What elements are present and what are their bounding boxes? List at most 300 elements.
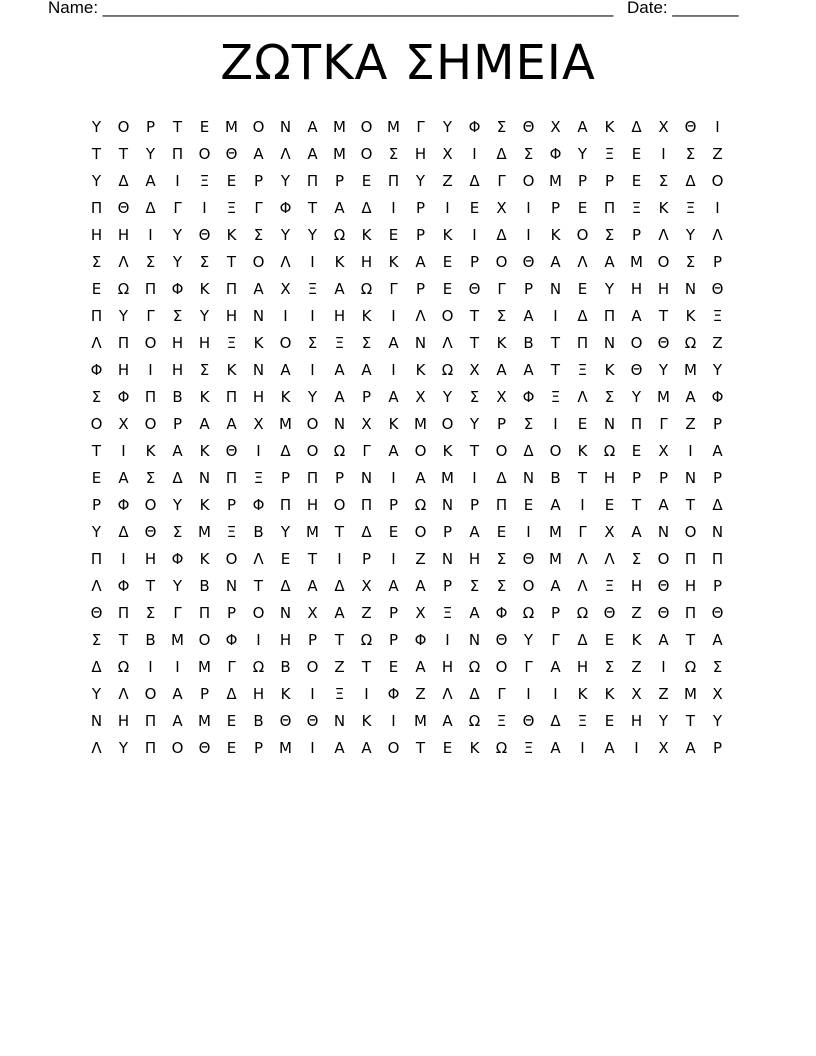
grid-letter[interactable]: Χ [550,117,561,136]
grid-letter[interactable]: Π [198,603,211,622]
grid-letter[interactable]: Ω [360,630,373,649]
grid-letter[interactable]: Κ [604,684,615,703]
grid-letter[interactable]: Ι [175,657,180,676]
grid-letter[interactable]: Ι [445,198,450,217]
grid-letter[interactable]: Ω [468,711,481,730]
grid-letter[interactable]: Τ [550,360,561,379]
grid-letter[interactable]: Η [468,549,481,568]
grid-letter[interactable]: Ι [445,630,450,649]
grid-letter[interactable]: Α [361,360,372,379]
grid-letter[interactable]: Ζ [361,603,372,622]
grid-letter[interactable]: Ι [148,657,153,676]
grid-letter[interactable]: Θ [657,603,670,622]
grid-letter[interactable]: Α [631,306,642,325]
grid-letter[interactable]: Υ [469,414,480,433]
grid-letter[interactable]: Π [360,495,373,514]
grid-letter[interactable]: Υ [442,117,453,136]
grid-letter[interactable]: Ι [553,684,558,703]
grid-letter[interactable]: Χ [658,738,669,757]
grid-letter[interactable]: Ω [333,225,346,244]
grid-letter[interactable]: Ι [580,738,585,757]
grid-letter[interactable]: Ρ [253,738,264,757]
grid-letter[interactable]: Ξ [334,684,345,703]
grid-letter[interactable]: Α [388,333,399,352]
grid-letter[interactable]: Π [306,171,319,190]
grid-letter[interactable]: Σ [145,603,156,622]
grid-letter[interactable]: Ο [657,252,670,271]
grid-letter[interactable]: Σ [469,576,480,595]
grid-letter[interactable]: Β [253,522,264,541]
grid-letter[interactable]: Π [576,333,589,352]
grid-letter[interactable]: Ο [360,144,373,163]
grid-letter[interactable]: Α [658,495,669,514]
grid-letter[interactable]: Β [550,468,561,487]
grid-letter[interactable]: Μ [549,171,562,190]
grid-letter[interactable]: Ρ [496,414,507,433]
grid-letter[interactable]: Υ [172,495,183,514]
grid-letter[interactable]: Η [630,279,643,298]
grid-letter[interactable]: Δ [496,144,507,163]
grid-letter[interactable]: Δ [226,684,237,703]
grid-letter[interactable]: Δ [145,198,156,217]
grid-letter[interactable]: Ο [225,549,238,568]
grid-letter[interactable]: Ι [121,441,126,460]
grid-letter[interactable]: Υ [631,387,642,406]
grid-letter[interactable]: Α [415,468,426,487]
grid-letter[interactable]: Υ [307,387,318,406]
grid-letter[interactable]: Υ [91,171,102,190]
grid-letter[interactable]: Ι [715,198,720,217]
grid-letter[interactable]: Θ [117,198,130,217]
grid-letter[interactable]: Τ [685,711,696,730]
grid-letter[interactable]: Κ [199,495,210,514]
grid-letter[interactable]: Μ [225,117,238,136]
grid-letter[interactable]: Τ [307,198,318,217]
grid-letter[interactable]: Γ [389,279,398,298]
grid-letter[interactable]: Ι [364,684,369,703]
grid-letter[interactable]: Ο [387,738,400,757]
grid-letter[interactable]: Γ [173,603,182,622]
grid-letter[interactable]: Ξ [577,360,588,379]
grid-letter[interactable]: Θ [279,711,292,730]
grid-letter[interactable]: Ξ [550,387,561,406]
grid-letter[interactable]: Δ [496,468,507,487]
grid-letter[interactable]: Υ [172,225,183,244]
grid-letter[interactable]: Ι [391,549,396,568]
grid-letter[interactable]: Κ [361,306,372,325]
grid-letter[interactable]: Ο [522,171,535,190]
grid-letter[interactable]: Ν [711,522,724,541]
grid-letter[interactable]: Τ [334,522,345,541]
grid-letter[interactable]: Ι [391,198,396,217]
grid-letter[interactable]: Λ [604,549,615,568]
grid-letter[interactable]: Η [630,576,643,595]
grid-letter[interactable]: Θ [657,576,670,595]
grid-letter[interactable]: Ρ [550,198,561,217]
grid-letter[interactable]: Ν [333,711,346,730]
grid-letter[interactable]: Μ [198,657,211,676]
grid-letter[interactable]: Β [145,630,156,649]
grid-letter[interactable]: Χ [469,360,480,379]
grid-letter[interactable]: Ω [495,738,508,757]
grid-letter[interactable]: Ο [198,630,211,649]
grid-letter[interactable]: Ε [523,495,534,514]
grid-letter[interactable]: Α [712,630,723,649]
grid-letter[interactable]: Ε [442,738,453,757]
grid-letter[interactable]: Ρ [712,576,723,595]
grid-letter[interactable]: Σ [496,576,507,595]
grid-letter[interactable]: Α [307,576,318,595]
grid-letter[interactable]: Α [604,252,615,271]
grid-letter[interactable]: Ν [441,495,454,514]
grid-letter[interactable]: Α [334,738,345,757]
grid-letter[interactable]: Ο [495,441,508,460]
grid-letter[interactable]: Ο [306,657,319,676]
grid-letter[interactable]: Ε [631,171,642,190]
grid-letter[interactable]: Ε [604,630,615,649]
grid-letter[interactable]: Ι [580,495,585,514]
grid-letter[interactable]: Ξ [334,333,345,352]
grid-letter[interactable]: Ρ [442,576,453,595]
grid-letter[interactable]: Ε [631,144,642,163]
grid-letter[interactable]: Δ [577,630,588,649]
grid-letter[interactable]: Ξ [685,198,696,217]
grid-letter[interactable]: Ω [117,657,130,676]
grid-letter[interactable]: Π [225,468,238,487]
grid-letter[interactable]: Α [415,252,426,271]
grid-letter[interactable]: Μ [549,522,562,541]
grid-letter[interactable]: Χ [415,603,426,622]
grid-letter[interactable]: Ε [469,198,480,217]
grid-letter[interactable]: Μ [657,387,670,406]
grid-letter[interactable]: Θ [711,279,724,298]
grid-letter[interactable]: Ν [360,468,373,487]
grid-letter[interactable]: Τ [631,495,642,514]
grid-letter[interactable]: Φ [279,198,292,217]
grid-letter[interactable]: Τ [658,306,669,325]
grid-letter[interactable]: Τ [91,441,102,460]
grid-letter[interactable]: Ρ [415,279,426,298]
grid-letter[interactable]: Θ [306,711,319,730]
grid-letter[interactable]: Ν [603,333,616,352]
grid-letter[interactable]: Τ [415,738,426,757]
grid-letter[interactable]: Π [90,549,103,568]
grid-letter[interactable]: Μ [684,684,697,703]
grid-letter[interactable]: Ο [306,414,319,433]
grid-letter[interactable]: Ι [553,306,558,325]
grid-letter[interactable]: Φ [711,387,724,406]
grid-letter[interactable]: Ε [226,738,237,757]
grid-letter[interactable]: Θ [144,522,157,541]
grid-letter[interactable]: Χ [307,603,318,622]
grid-letter[interactable]: Ε [577,414,588,433]
grid-letter[interactable]: Υ [118,306,129,325]
grid-letter[interactable]: Α [415,657,426,676]
grid-letter[interactable]: Π [711,549,724,568]
grid-letter[interactable]: Κ [685,306,696,325]
grid-letter[interactable]: Κ [658,198,669,217]
grid-letter[interactable]: Α [334,387,345,406]
grid-letter[interactable]: Υ [442,387,453,406]
grid-letter[interactable]: Β [280,657,291,676]
grid-letter[interactable]: Ξ [712,306,723,325]
grid-letter[interactable]: Μ [684,360,697,379]
grid-letter[interactable]: Θ [90,603,103,622]
grid-letter[interactable]: Ε [388,522,399,541]
grid-letter[interactable]: Δ [280,576,291,595]
grid-letter[interactable]: Ι [148,360,153,379]
grid-letter[interactable]: Υ [118,738,129,757]
grid-letter[interactable]: Π [603,306,616,325]
grid-letter[interactable]: Ο [522,576,535,595]
grid-letter[interactable]: Ε [91,468,102,487]
grid-letter[interactable]: Φ [387,684,400,703]
grid-letter[interactable]: Ι [310,738,315,757]
grid-letter[interactable]: Ο [495,657,508,676]
grid-letter[interactable]: Γ [497,684,506,703]
grid-letter[interactable]: Ν [198,468,211,487]
grid-letter[interactable]: Ρ [280,468,291,487]
grid-letter[interactable]: Φ [495,603,508,622]
grid-letter[interactable]: Υ [280,171,291,190]
grid-letter[interactable]: Σ [604,657,615,676]
grid-letter[interactable]: Π [603,198,616,217]
grid-letter[interactable]: Ρ [442,522,453,541]
grid-letter[interactable]: Ω [117,279,130,298]
grid-letter[interactable]: Κ [469,738,480,757]
grid-letter[interactable]: Τ [577,468,588,487]
grid-letter[interactable]: Κ [577,441,588,460]
grid-letter[interactable]: Κ [199,279,210,298]
grid-letter[interactable]: Η [171,333,184,352]
grid-letter[interactable]: Λ [415,306,426,325]
grid-letter[interactable]: Σ [685,144,696,163]
grid-letter[interactable]: Τ [226,252,237,271]
grid-letter[interactable]: Χ [658,117,669,136]
grid-letter[interactable]: Ζ [712,144,723,163]
grid-letter[interactable]: Τ [685,630,696,649]
grid-letter[interactable]: Ε [442,252,453,271]
grid-letter[interactable]: Γ [551,630,560,649]
grid-letter[interactable]: Κ [280,684,291,703]
grid-letter[interactable]: Γ [659,414,668,433]
grid-letter[interactable]: Μ [171,630,184,649]
grid-letter[interactable]: Τ [91,144,102,163]
grid-letter[interactable]: Υ [91,117,102,136]
grid-letter[interactable]: Λ [577,252,588,271]
grid-letter[interactable]: Σ [172,306,183,325]
grid-letter[interactable]: Ν [603,414,616,433]
grid-letter[interactable]: Χ [280,279,291,298]
grid-letter[interactable]: Τ [469,441,480,460]
grid-letter[interactable]: Β [253,711,264,730]
grid-letter[interactable]: Χ [496,387,507,406]
grid-letter[interactable]: Ε [604,495,615,514]
grid-letter[interactable]: Κ [199,549,210,568]
grid-letter[interactable]: Ο [360,117,373,136]
grid-letter[interactable]: Ζ [712,333,723,352]
grid-letter[interactable]: Ν [684,468,697,487]
grid-letter[interactable]: Β [172,387,183,406]
grid-letter[interactable]: Μ [279,414,292,433]
grid-letter[interactable]: Π [279,495,292,514]
grid-letter[interactable]: Ο [252,603,265,622]
grid-letter[interactable]: Ρ [226,603,237,622]
grid-letter[interactable]: Π [90,198,103,217]
grid-letter[interactable]: Ν [333,414,346,433]
grid-letter[interactable]: Λ [442,684,453,703]
grid-letter[interactable]: Λ [280,144,291,163]
grid-letter[interactable]: Ο [414,522,427,541]
grid-letter[interactable]: Υ [280,225,291,244]
grid-letter[interactable]: Μ [414,711,427,730]
grid-letter[interactable]: Α [172,711,183,730]
grid-letter[interactable]: Α [550,495,561,514]
grid-letter[interactable]: Ρ [91,495,102,514]
grid-letter[interactable]: Ω [360,279,373,298]
grid-letter[interactable]: Π [144,738,157,757]
grid-letter[interactable]: Σ [253,225,264,244]
grid-letter[interactable]: Ν [468,630,481,649]
grid-letter[interactable]: Κ [388,414,399,433]
grid-letter[interactable]: Θ [603,603,616,622]
grid-letter[interactable]: Ο [333,495,346,514]
grid-letter[interactable]: Β [199,576,210,595]
grid-letter[interactable]: Α [280,360,291,379]
grid-letter[interactable]: Ι [661,144,666,163]
grid-letter[interactable]: Η [117,360,130,379]
grid-letter[interactable]: Π [144,711,157,730]
grid-letter[interactable]: Ν [225,576,238,595]
grid-letter[interactable]: Ε [577,279,588,298]
grid-letter[interactable]: Ε [631,441,642,460]
grid-letter[interactable]: Ν [441,549,454,568]
grid-letter[interactable]: Κ [604,117,615,136]
grid-letter[interactable]: Σ [604,387,615,406]
grid-letter[interactable]: Τ [469,333,480,352]
grid-letter[interactable]: Θ [495,630,508,649]
grid-letter[interactable]: Ρ [469,252,480,271]
grid-letter[interactable]: Χ [118,414,129,433]
grid-letter[interactable]: Ρ [145,117,156,136]
grid-letter[interactable]: Υ [658,711,669,730]
grid-letter[interactable]: Η [684,576,697,595]
grid-letter[interactable]: Χ [658,441,669,460]
grid-letter[interactable]: Ε [91,279,102,298]
grid-letter[interactable]: Δ [469,171,480,190]
grid-letter[interactable]: Λ [577,576,588,595]
grid-letter[interactable]: Π [90,306,103,325]
grid-letter[interactable]: Π [630,414,643,433]
grid-letter[interactable]: Χ [415,387,426,406]
grid-letter[interactable]: Ι [337,549,342,568]
grid-letter[interactable]: Υ [199,306,210,325]
grid-letter[interactable]: Λ [280,252,291,271]
grid-letter[interactable]: Η [252,387,265,406]
grid-letter[interactable]: Ε [361,171,372,190]
grid-letter[interactable]: Μ [549,549,562,568]
grid-letter[interactable]: Ρ [577,171,588,190]
grid-letter[interactable]: Τ [118,630,129,649]
grid-letter[interactable]: Α [334,198,345,217]
grid-letter[interactable]: Ζ [685,414,696,433]
grid-letter[interactable]: Τ [361,657,372,676]
grid-letter[interactable]: Μ [333,144,346,163]
grid-letter[interactable]: Α [388,387,399,406]
grid-letter[interactable]: Ε [442,279,453,298]
grid-letter[interactable]: Σ [199,360,210,379]
grid-letter[interactable]: Η [171,360,184,379]
grid-letter[interactable]: Ρ [415,198,426,217]
grid-letter[interactable]: Γ [362,441,371,460]
grid-letter[interactable]: Ι [310,306,315,325]
grid-letter[interactable]: Υ [523,630,534,649]
grid-letter[interactable]: Ω [684,333,697,352]
grid-letter[interactable]: Ν [657,522,670,541]
grid-letter[interactable]: Ε [226,171,237,190]
grid-letter[interactable]: Ξ [226,522,237,541]
grid-letter[interactable]: Ι [526,522,531,541]
grid-letter[interactable]: Φ [171,279,184,298]
grid-letter[interactable]: Α [523,360,534,379]
grid-letter[interactable]: Κ [253,333,264,352]
grid-letter[interactable]: Χ [361,576,372,595]
grid-letter[interactable]: Λ [577,549,588,568]
grid-letter[interactable]: Ρ [712,468,723,487]
grid-letter[interactable]: Γ [146,306,155,325]
grid-letter[interactable]: Φ [522,387,535,406]
grid-letter[interactable]: Ε [280,549,291,568]
grid-letter[interactable]: Κ [604,360,615,379]
grid-letter[interactable]: Δ [496,225,507,244]
grid-letter[interactable]: Ζ [442,171,453,190]
grid-letter[interactable]: Χ [442,144,453,163]
grid-letter[interactable]: Ο [252,252,265,271]
grid-letter[interactable]: Ρ [361,387,372,406]
grid-letter[interactable]: Ε [577,198,588,217]
grid-letter[interactable]: Ι [310,360,315,379]
grid-letter[interactable]: Ν [522,468,535,487]
grid-letter[interactable]: Ζ [631,603,642,622]
grid-letter[interactable]: Σ [361,333,372,352]
grid-letter[interactable]: Α [442,711,453,730]
grid-letter[interactable]: Σ [496,117,507,136]
grid-letter[interactable]: Ο [117,117,130,136]
grid-letter[interactable]: Ι [391,360,396,379]
grid-letter[interactable]: Ξ [442,603,453,622]
grid-letter[interactable]: Δ [685,171,696,190]
grid-letter[interactable]: Α [631,522,642,541]
grid-letter[interactable]: Ζ [658,684,669,703]
grid-letter[interactable]: Η [576,657,589,676]
grid-letter[interactable]: Υ [280,522,291,541]
grid-letter[interactable]: Η [603,468,616,487]
grid-letter[interactable]: Λ [577,387,588,406]
grid-letter[interactable]: Υ [307,225,318,244]
grid-letter[interactable]: Ρ [550,603,561,622]
grid-letter[interactable]: Μ [279,738,292,757]
grid-letter[interactable]: Ρ [172,414,183,433]
grid-letter[interactable]: Α [604,738,615,757]
grid-letter[interactable]: Ρ [631,225,642,244]
grid-letter[interactable]: Ο [279,333,292,352]
grid-letter[interactable]: Η [225,306,238,325]
grid-letter[interactable]: Τ [145,576,156,595]
grid-letter[interactable]: Μ [306,522,319,541]
grid-letter[interactable]: Α [307,117,318,136]
grid-letter[interactable]: Ι [661,657,666,676]
grid-letter[interactable]: Ν [279,117,292,136]
